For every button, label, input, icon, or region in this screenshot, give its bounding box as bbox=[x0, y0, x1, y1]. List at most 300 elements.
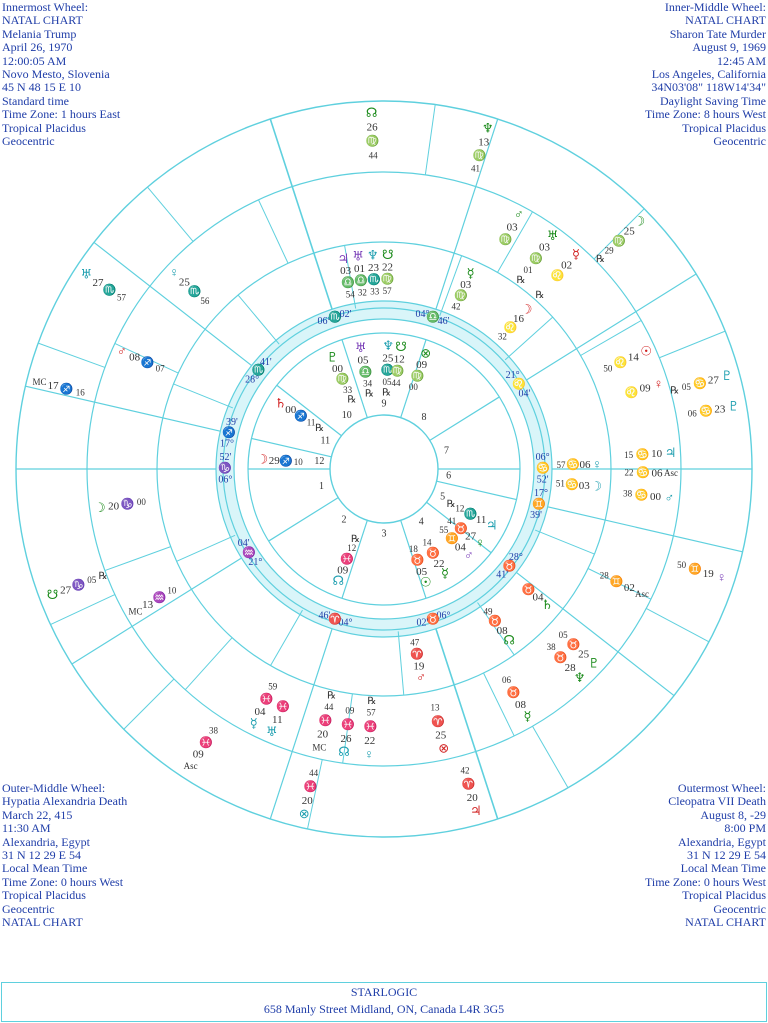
planet-sign: ♋ bbox=[635, 448, 650, 461]
planet-minute: 28 bbox=[599, 570, 609, 581]
planet-degree: 14 bbox=[627, 351, 639, 364]
planet-glyph-ring0: ♆ bbox=[382, 338, 395, 354]
cusp-minute: 46' bbox=[437, 315, 450, 327]
planet-minute: 44 bbox=[368, 150, 378, 161]
cusp-minute: 41' bbox=[259, 356, 272, 368]
planet-minute: 50 bbox=[677, 559, 687, 570]
planet-degree: 03 bbox=[578, 480, 590, 493]
planet-sign: ♋ bbox=[693, 377, 707, 390]
planet-glyph-ring2: ♀ bbox=[653, 376, 664, 392]
planet-sign: ♈ bbox=[409, 648, 424, 661]
planet-degree: 22 bbox=[382, 261, 394, 274]
innermost-info-line: Tropical Placidus bbox=[2, 120, 86, 135]
planet-degree: 04 bbox=[454, 541, 466, 554]
planet-sign: ♏ bbox=[367, 273, 381, 286]
house-number: 8 bbox=[421, 412, 427, 424]
planet-glyph-ring0: ♅ bbox=[354, 340, 367, 356]
planet-minute: 44 bbox=[309, 768, 319, 779]
house-cusp-line bbox=[436, 629, 498, 819]
house-number: 12 bbox=[314, 455, 325, 467]
inner-middle-info-line: Los Angeles, California bbox=[651, 67, 766, 82]
cusp-degree: 21° bbox=[248, 556, 263, 568]
planet-glyph-ring2: ⊗ bbox=[438, 740, 450, 756]
planet-degree: 01 bbox=[354, 263, 366, 276]
planet-sign: ♊ bbox=[609, 576, 624, 589]
planet-degree: 27 bbox=[60, 584, 72, 597]
planet-minute: 51 bbox=[555, 478, 565, 489]
cusp-degree: 17° bbox=[534, 488, 549, 500]
retrograde-marker: ℞ bbox=[365, 388, 374, 400]
house-cusp-line bbox=[270, 119, 332, 309]
outer-house-line bbox=[646, 608, 709, 641]
outer-house-line bbox=[258, 200, 288, 263]
planet-glyph-ring2: ♅ bbox=[546, 227, 559, 243]
planet-glyph-ring3: ⊗ bbox=[298, 805, 310, 821]
inner-middle-info-line: 34N03'08" 118W14'34" bbox=[651, 80, 766, 95]
planet-degree: 03 bbox=[340, 265, 352, 278]
innermost-info-line: Time Zone: 1 hours East bbox=[2, 107, 121, 122]
planet-sign: ♍ bbox=[454, 289, 468, 302]
planet-minute: 14 bbox=[422, 537, 432, 548]
planet-minute: 42 bbox=[451, 301, 461, 312]
planet-degree: 06 bbox=[651, 467, 663, 480]
planet-degree: 25 bbox=[435, 729, 447, 742]
planet-degree: 09 bbox=[192, 748, 204, 761]
planet-glyph-ring0: ☊ bbox=[332, 573, 345, 589]
planet-minute: 32 bbox=[497, 331, 507, 342]
cusp-sign: ♋ bbox=[536, 462, 550, 475]
planet-minute: 56 bbox=[200, 295, 210, 306]
planet-glyph-ring1: ♅ bbox=[352, 248, 364, 264]
planet-minute: 06 bbox=[687, 408, 697, 419]
inner-middle-info-line: Time Zone: 8 hours West bbox=[644, 107, 766, 122]
cusp-degree: 28° bbox=[508, 552, 523, 564]
planet-degree: 11 bbox=[475, 514, 487, 527]
planet-glyph-ring1: ♂ bbox=[416, 669, 426, 685]
planet-degree: 13 bbox=[478, 136, 490, 149]
planet-glyph-ring2: ☿ bbox=[249, 715, 258, 731]
planet-sign: ♍ bbox=[380, 273, 395, 286]
planet-sign: ♋ bbox=[566, 459, 580, 472]
planet-degree: 09 bbox=[337, 564, 349, 577]
planet-glyph-ring1: ☋ bbox=[381, 247, 394, 263]
inner-middle-info-line: NATAL CHART bbox=[685, 13, 766, 28]
cusp-minute: 52' bbox=[219, 452, 232, 464]
outermost-info-line: Local Mean Time bbox=[680, 861, 766, 876]
inner-middle-info-line: Tropical Placidus bbox=[682, 120, 766, 135]
planet-minute: 59 bbox=[268, 681, 278, 692]
planet-minute: 41 bbox=[447, 516, 457, 527]
wheel-ring bbox=[330, 415, 438, 523]
innermost-info-line: Standard time bbox=[2, 93, 69, 108]
planet-sign: ♍ bbox=[410, 370, 425, 383]
planet-glyph-ring2: ♅ bbox=[266, 724, 278, 740]
planet-minute: 13 bbox=[430, 702, 440, 713]
planet-sign: ♍ bbox=[472, 149, 487, 162]
planet-degree: 26 bbox=[366, 121, 378, 134]
planet-minute: 47 bbox=[410, 637, 420, 648]
cusp-degree: 06° bbox=[436, 610, 451, 622]
planet-glyph-ring2: MC bbox=[312, 742, 327, 753]
planet-minute: 06 bbox=[502, 675, 511, 686]
planet-minute: 05 bbox=[87, 575, 97, 586]
retrograde-marker: ℞ bbox=[98, 571, 108, 583]
house-number: 3 bbox=[381, 528, 387, 540]
house-cusp-line bbox=[430, 397, 500, 440]
cusp-minute: 04' bbox=[237, 537, 250, 549]
planet-sign: ♌ bbox=[503, 322, 518, 335]
planet-minute: 01 bbox=[523, 264, 533, 275]
house-number: 2 bbox=[341, 514, 347, 526]
footer-box bbox=[1, 982, 767, 1022]
planet-degree: 12 bbox=[393, 353, 405, 366]
house-cusp-line bbox=[548, 507, 743, 552]
planet-minute: 05 bbox=[558, 630, 568, 641]
planet-glyph-ring0: ☽ bbox=[256, 451, 269, 467]
planet-sign: ♓ bbox=[199, 736, 213, 749]
outermost-info-line: Geocentric bbox=[713, 901, 766, 916]
retrograde-marker: ℞ bbox=[446, 498, 456, 510]
planet-glyph-ring2: ☿ bbox=[523, 708, 532, 724]
planet-degree: 03 bbox=[538, 241, 550, 254]
planet-minute: 18 bbox=[408, 543, 418, 554]
planet-degree: 27 bbox=[465, 530, 477, 543]
planet-glyph-ring1: ☽ bbox=[520, 301, 533, 317]
outer-middle-info-line: Local Mean Time bbox=[2, 861, 88, 876]
planet-glyph-ring0: ♃ bbox=[485, 517, 498, 533]
planet-minute: 33 bbox=[343, 385, 353, 396]
planet-sign: ♋ bbox=[636, 467, 650, 480]
retrograde-marker: ℞ bbox=[367, 695, 377, 707]
house-number: 1 bbox=[319, 481, 325, 493]
cusp-degree: 21° bbox=[505, 369, 520, 381]
outermost-info-line: Outermost Wheel: bbox=[677, 781, 766, 795]
planet-glyph-ring2: ♇ bbox=[588, 655, 600, 671]
cusp-minute: 41' bbox=[496, 569, 509, 581]
cusp-minute: 02' bbox=[339, 309, 352, 321]
planet-glyph-ring1: ♄ bbox=[541, 596, 553, 612]
planet-glyph-ring2: ♆ bbox=[573, 669, 586, 685]
planet-minute: 11 bbox=[306, 417, 316, 428]
planet-degree: 27 bbox=[707, 374, 719, 387]
planet-minute: 41 bbox=[471, 163, 481, 174]
planet-degree: 17 bbox=[47, 380, 59, 393]
planet-degree: 27 bbox=[92, 276, 104, 289]
cusp-sign: ♊ bbox=[532, 498, 546, 511]
retrograde-marker: ℞ bbox=[315, 423, 325, 435]
planet-minute: 38 bbox=[209, 725, 219, 736]
planet-degree: 20 bbox=[466, 791, 478, 804]
house-number: 5 bbox=[440, 491, 446, 503]
planet-degree: 05 bbox=[357, 354, 369, 367]
outermost-info-line: Time Zone: 0 hours West bbox=[644, 874, 766, 889]
planet-degree: 25 bbox=[623, 225, 635, 238]
planet-sign: ♉ bbox=[410, 554, 425, 567]
planet-degree: 08 bbox=[496, 625, 508, 638]
planet-sign: ♏ bbox=[463, 508, 478, 521]
planet-sign: ♒ bbox=[152, 592, 167, 605]
outermost-info-line: Alexandria, Egypt bbox=[678, 834, 766, 849]
house-cusp-line bbox=[72, 558, 242, 664]
planet-minute: 15 bbox=[624, 450, 634, 461]
planet-minute: 29 bbox=[604, 245, 614, 256]
planet-glyph-ring2: ♀ bbox=[364, 746, 374, 762]
outer-middle-info-line: Outer-Middle Wheel: bbox=[2, 781, 106, 795]
cusp-minute: 04' bbox=[518, 388, 531, 400]
house-number: 4 bbox=[418, 516, 424, 528]
retrograde-marker: ℞ bbox=[670, 385, 680, 397]
cusp-sign: ♏ bbox=[251, 364, 266, 377]
planet-sign: ♉ bbox=[426, 547, 440, 560]
cusp-minute: 02' bbox=[416, 617, 429, 629]
planet-sign: ♌ bbox=[624, 386, 639, 399]
planet-minute: 05 bbox=[681, 382, 691, 393]
planet-degree: 00 bbox=[650, 491, 662, 504]
planet-sign: ♉ bbox=[566, 639, 581, 652]
outer-house-line bbox=[50, 595, 114, 625]
planet-minute: 38 bbox=[546, 642, 556, 653]
planet-glyph-ring2: ♂ bbox=[116, 343, 127, 359]
house-number: 11 bbox=[320, 435, 331, 447]
cusp-degree: 06° bbox=[317, 315, 332, 327]
innermost-info-line: Innermost Wheel: bbox=[2, 0, 89, 14]
planet-degree: 03 bbox=[460, 278, 472, 291]
house-number: 7 bbox=[443, 445, 449, 457]
planet-sign: ♓ bbox=[363, 721, 378, 734]
planet-sign: ♓ bbox=[340, 553, 355, 566]
outer-house-line bbox=[124, 679, 174, 729]
planet-degree: 25 bbox=[178, 276, 190, 289]
cusp-degree: 04° bbox=[415, 309, 430, 321]
planet-minute: 42 bbox=[460, 765, 470, 776]
house-cusp-line bbox=[269, 498, 339, 541]
cusp-minute: 39' bbox=[226, 416, 238, 428]
planet-glyph-ring2: ♀ bbox=[169, 264, 179, 280]
planet-sign: ♍ bbox=[529, 252, 544, 265]
cusp-sign: ♏ bbox=[328, 311, 342, 324]
outermost-info-line: 31 N 12 29 E 54 bbox=[687, 848, 766, 863]
planet-glyph-ring2: ☊ bbox=[338, 744, 350, 760]
outer-house-line bbox=[185, 638, 232, 690]
planet-sign: ♉ bbox=[521, 584, 536, 597]
planet-glyph-ring3: ☊ bbox=[365, 105, 378, 121]
planet-sign: ♐ bbox=[279, 455, 294, 468]
inner-middle-info-line: Geocentric bbox=[713, 134, 766, 149]
outermost-info-line: NATAL CHART bbox=[685, 915, 766, 930]
planet-minute: 57 bbox=[366, 707, 376, 718]
planet-sign: ♉ bbox=[454, 522, 469, 535]
innermost-info-line: Melania Trump bbox=[2, 26, 77, 41]
innermost-info-line: Novo Mesto, Slovenia bbox=[2, 67, 110, 82]
retrograde-marker: ℞ bbox=[382, 387, 392, 399]
planet-glyph-ring3: ☋ bbox=[46, 587, 59, 603]
planet-sign: ♍ bbox=[335, 373, 350, 386]
planet-minute: 16 bbox=[75, 387, 85, 398]
cusp-minute: 52' bbox=[536, 474, 549, 486]
planet-glyph-ring3: ♇ bbox=[721, 368, 733, 384]
planet-minute: 10 bbox=[293, 457, 303, 468]
cusp-sign: ♎ bbox=[426, 311, 440, 324]
outermost-info-line: August 8, -29 bbox=[700, 807, 766, 822]
outer-house-line bbox=[38, 343, 105, 367]
outer-house-line bbox=[533, 726, 569, 787]
planet-minute: 05 bbox=[382, 377, 392, 388]
planet-glyph-ring1: ☽ bbox=[590, 478, 603, 494]
planet-glyph-ring2: MC bbox=[128, 606, 143, 617]
planet-minute: 44 bbox=[391, 377, 401, 388]
planet-degree: 10 bbox=[651, 448, 663, 461]
planet-minute: 50 bbox=[603, 363, 613, 374]
outer-house-line bbox=[581, 321, 642, 356]
planet-sign: ♌ bbox=[613, 357, 628, 370]
inner-middle-info-line: 12:45 AM bbox=[716, 53, 766, 68]
planet-minute: 38 bbox=[623, 488, 633, 499]
planet-glyph-ring2: ☉ bbox=[640, 343, 653, 359]
planet-sign: ♓ bbox=[259, 693, 274, 706]
planet-sign: ♍ bbox=[365, 135, 380, 148]
planet-degree: 03 bbox=[506, 221, 518, 234]
planet-sign: ♐ bbox=[140, 357, 155, 370]
planet-degree: 08 bbox=[515, 698, 526, 711]
planet-degree: 20 bbox=[108, 500, 120, 513]
planet-degree: 22 bbox=[433, 557, 445, 570]
planet-degree: 02 bbox=[623, 582, 635, 595]
planet-sign: ♏ bbox=[102, 284, 117, 297]
house-number: 9 bbox=[381, 398, 387, 410]
planet-glyph-ring3: ♃ bbox=[470, 802, 482, 818]
planet-sign: ♈ bbox=[461, 778, 476, 791]
planet-degree: 19 bbox=[413, 660, 425, 673]
outer-middle-info-line: NATAL CHART bbox=[2, 915, 83, 930]
house-number: 6 bbox=[446, 470, 452, 482]
planet-minute: 12 bbox=[455, 503, 465, 514]
planet-glyph-ring3: ♇ bbox=[727, 398, 740, 414]
innermost-info-line: Geocentric bbox=[2, 134, 55, 149]
outer-middle-info-line: Hypatia Alexandria Death bbox=[2, 794, 128, 809]
outer-middle-info-line: Tropical Placidus bbox=[2, 888, 86, 903]
planet-glyph-ring2: ♂ bbox=[513, 206, 524, 222]
outer-middle-info-line: 31 N 12 29 E 54 bbox=[2, 848, 81, 863]
outer-house-line bbox=[659, 331, 725, 358]
outermost-info-line: Tropical Placidus bbox=[682, 888, 766, 903]
cusp-degree: 06° bbox=[218, 474, 233, 486]
cusp-sign: ♒ bbox=[242, 546, 257, 559]
planet-degree: 04 bbox=[254, 705, 266, 718]
planet-degree: 09 bbox=[639, 382, 651, 395]
innermost-info-line: 45 N 48 15 E 10 bbox=[2, 80, 81, 95]
retrograde-marker: ℞ bbox=[596, 254, 606, 266]
planet-sign: ♋ bbox=[565, 479, 580, 492]
planet-minute: 12 bbox=[347, 542, 357, 553]
outer-middle-info-line: Time Zone: 0 hours West bbox=[2, 874, 124, 889]
planet-glyph-ring0: ♄ bbox=[274, 395, 287, 411]
planet-minute: 54 bbox=[345, 289, 355, 300]
planet-glyph-ring0: ♂ bbox=[463, 547, 474, 563]
planet-sign: ♑ bbox=[120, 498, 135, 511]
planet-sign: ♏ bbox=[187, 285, 202, 298]
outer-house-line bbox=[147, 187, 193, 241]
planet-glyph-ring3: ♆ bbox=[481, 120, 494, 136]
planet-degree: 13 bbox=[142, 599, 154, 612]
planet-minute: 57 bbox=[556, 459, 566, 470]
innermost-info-line: April 26, 1970 bbox=[2, 40, 73, 55]
planet-glyph-ring0: ☉ bbox=[419, 574, 432, 590]
planet-minute: 10 bbox=[167, 585, 177, 596]
outer-house-line bbox=[177, 535, 235, 561]
retrograde-marker: ℞ bbox=[535, 290, 545, 302]
planet-degree: 20 bbox=[301, 794, 313, 807]
planet-glyph-ring0: ♇ bbox=[326, 349, 339, 365]
outermost-info-line: 8:00 PM bbox=[724, 821, 766, 836]
planet-degree: 23 bbox=[714, 403, 726, 416]
planet-degree: 00 bbox=[285, 404, 297, 417]
planet-degree: 20 bbox=[317, 728, 329, 741]
planet-glyph-ring1: ☿ bbox=[466, 265, 475, 281]
planet-minute: 00 bbox=[136, 497, 146, 508]
planet-sign: ♎ bbox=[358, 366, 373, 379]
cusp-sign: ♑ bbox=[218, 462, 232, 475]
house-number: 10 bbox=[341, 410, 352, 422]
planet-glyph-ring2: ♂ bbox=[664, 489, 675, 505]
planet-glyph-ring1: ♆ bbox=[367, 247, 379, 263]
outer-house-line bbox=[238, 295, 279, 344]
cusp-sign: ♌ bbox=[511, 378, 526, 391]
outer-house-line bbox=[398, 631, 404, 695]
inner-middle-info-line: Sharon Tate Murder bbox=[669, 26, 766, 41]
footer-address: 658 Manly Street Midland, ON, Canada L4R 3G5 bbox=[263, 1002, 505, 1016]
planet-minute: 07 bbox=[155, 363, 165, 374]
outer-house-line bbox=[174, 384, 233, 408]
planet-glyph-ring1: ♃ bbox=[337, 250, 350, 266]
planet-sign: ♑ bbox=[71, 579, 86, 592]
planet-sign: ♓ bbox=[341, 719, 355, 732]
planet-minute: 57 bbox=[382, 286, 392, 297]
planet-glyph-ring3: ♅ bbox=[80, 266, 93, 282]
outer-middle-info-line: Geocentric bbox=[2, 901, 55, 916]
retrograde-marker: ℞ bbox=[347, 394, 357, 406]
cusp-degree: 06° bbox=[535, 452, 550, 464]
planet-sign: ♋ bbox=[634, 489, 649, 502]
planet-glyph-ring0: ⊗ bbox=[420, 345, 432, 361]
planet-sign: ♉ bbox=[553, 651, 568, 664]
innermost-info-line: 12:00:05 AM bbox=[2, 53, 67, 68]
planet-glyph-ring1: ♀ bbox=[592, 456, 602, 472]
planet-sign: ♍ bbox=[498, 233, 513, 246]
planet-sign: ♓ bbox=[275, 700, 290, 713]
cusp-sign: ♉ bbox=[426, 613, 440, 626]
planet-glyph-ring2: ☿ bbox=[572, 246, 581, 262]
planet-degree: 25 bbox=[382, 352, 394, 365]
inner-middle-info-line: August 9, 1969 bbox=[692, 40, 766, 55]
retrograde-marker: ℞ bbox=[516, 274, 526, 286]
planet-degree: 19 bbox=[702, 567, 714, 580]
planet-degree: 22 bbox=[364, 735, 376, 748]
planet-degree: 29 bbox=[268, 454, 280, 467]
cusp-degree: 28° bbox=[245, 374, 260, 386]
planet-sign: ♉ bbox=[488, 615, 502, 628]
planet-degree: 08 bbox=[129, 351, 141, 364]
innermost-info-line: NATAL CHART bbox=[2, 13, 83, 28]
planet-degree: 04 bbox=[532, 591, 544, 604]
planet-glyph-ring0: ☋ bbox=[395, 339, 407, 355]
planet-minute: 33 bbox=[370, 286, 380, 297]
planet-glyph-ring2: Asc bbox=[663, 468, 678, 479]
planet-degree: 09 bbox=[416, 359, 428, 372]
retrograde-marker: ℞ bbox=[327, 690, 337, 702]
planet-minute: 09 bbox=[345, 705, 355, 716]
footer-company-name: STARLOGIC bbox=[350, 985, 418, 999]
outer-middle-info-line: March 22, 415 bbox=[2, 807, 73, 822]
